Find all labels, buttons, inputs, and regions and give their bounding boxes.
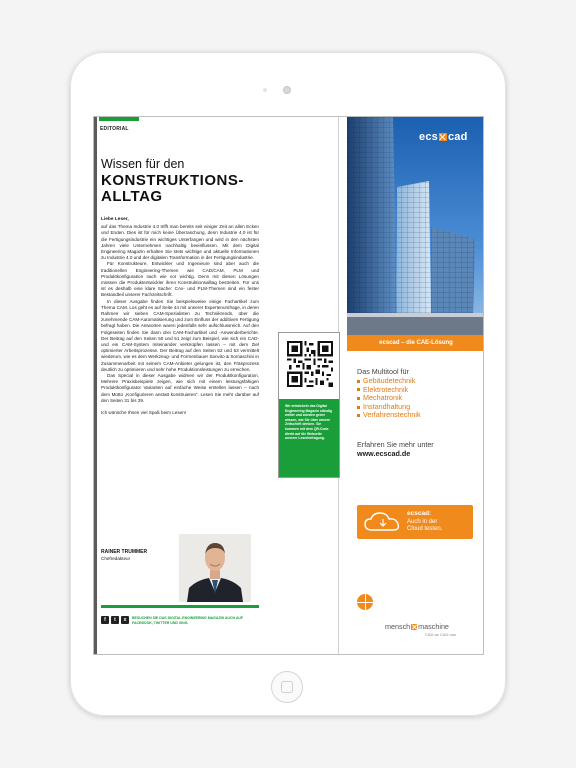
camera-icon <box>283 86 291 94</box>
author-role: Chefredakteur <box>101 556 131 561</box>
greeting: Liebe Leser, <box>101 217 129 222</box>
ad-intro: Das Multitool für <box>357 367 409 376</box>
more-info-text: Erfahren Sie mehr unter <box>357 440 434 449</box>
cloud-line: Cloud testen. <box>407 525 443 532</box>
survey-text: Wir entwickeln das Digital Engineering Magazin ständig weiter und würden gerne wissen, wie Sie über unsere Zeitschrift denken. Sie kommen mit dem QR-Code direkt auf die Webseite unserer Leserbefragung. <box>279 399 339 477</box>
social-callout: BESUCHEN SIE DAS DIGITAL ENGINEERING MAGAZIN AUCH AUF FACEBOOK, TWITTER UND XING. <box>132 616 244 625</box>
magazine-spread[interactable] <box>93 116 484 655</box>
reader-survey-panel <box>278 332 340 478</box>
list-item <box>357 411 421 420</box>
home-button[interactable] <box>271 671 303 703</box>
feature-label: Mechatronik <box>363 393 403 403</box>
qr-code[interactable] <box>287 341 333 387</box>
company-tagline: CAD as CAD can <box>425 632 456 637</box>
website-link[interactable]: www.ecscad.de <box>357 449 411 458</box>
twitter-icon[interactable]: t <box>111 616 119 624</box>
section-accent-bar <box>99 117 139 121</box>
sensor-dot <box>263 88 267 92</box>
social-links <box>101 616 129 624</box>
mensch-maschine-logo <box>385 622 449 631</box>
logo-cross-icon <box>439 133 447 141</box>
paragraph: In dieser Ausgabe finden Sie beispielsweise einige Fachartikel zum Thema CAM. Los geht es auf Seite 44 mit unserer Expertenumfrage, in deren Rahmen wir sieben CAM-Spezialisten zu Technikrends, über die zunehmende CAM-Automatisierung und zum Einfluss der additiven Fertigung befragt haben. Die Antworten waren jedenfalls sehr aufschlussreich. Auf den Folgeseiten finden Sie dann drei CAM-Fachartikel und -Anwenderberichte. Der Beitrag auf den Seiten 50 und 51 zeigt zum Beispiel, wie sich ein CAD- und ein CAM-System miteinander verknüpfen lassen – mit dem Ziel optimierter Arbeitsprozesse. Der Beitrag auf den Seiten 52 und 53 vermittelt wiederum, wie es dem Werkzeug- und Formenbauer Sanvito & Somaschini in Zusammenarbeit mit seinem CAM-Anbieter gelungen ist, den Fräsprozess deutlich zu optimieren und sehr hohe Produktionsleistungen zu erreichen. <box>101 298 259 372</box>
crosshair-emblem-icon <box>357 594 373 610</box>
bullet-icon <box>357 406 360 409</box>
logo-left-text: ecs <box>419 131 438 143</box>
cloud-title: ecscad: <box>407 510 432 517</box>
author-portrait <box>179 534 251 602</box>
feature-list <box>357 377 421 420</box>
feature-label: Gebäudetechnik <box>363 376 416 385</box>
closing-line: Ich wünsche Ihnen viel Spaß beim Lesen! <box>101 410 187 416</box>
paragraph: Für Konstrukteure, Entwickler und Ingenieure sind aber auch die traditionellen Engineering-Themen wie CAD/CAM, PLM und Produktkonfiguration nach wie vor wichtig. Denn mit diesen Lösungen müssen die Produktentwickler ihren Konstruktionsalltag bestreiten. Für uns ist es deshalb eine klare Sache: CAx- und PLM-Themen sind ein fester Bestandteil unserer Fachzeitschrift. <box>101 261 259 298</box>
bullet-icon <box>357 380 360 383</box>
paragraph: Das Special in dieser Ausgabe widmen wir der Produktkonfiguration. Mehrere Praxisbeispiele zeigen, wie sich mit einem leistungsfähigen Produktkonfigurator Varianten auf einfache Weise erstellen lassen – nach dem Motto „Konfigurieren anstatt konstruieren“. Lesen Sie mehr darüber auf den Seiten 31 bis 39. <box>101 373 259 403</box>
ecscad-advertisement[interactable] <box>347 117 484 655</box>
company-right-text: maschine <box>418 622 449 631</box>
feature-label: Instandhaltung <box>363 401 411 411</box>
bullet-icon <box>357 388 360 391</box>
logo-right-text: cad <box>447 131 468 143</box>
cloud-icon <box>363 510 403 534</box>
section-label: EDITORIAL <box>100 126 129 132</box>
tablet-frame <box>70 52 506 716</box>
cloud-trial-button[interactable] <box>357 505 473 539</box>
bullet-icon <box>357 397 360 400</box>
cloud-line: Auch in der <box>407 519 438 525</box>
cloud-subtitle <box>407 519 442 533</box>
bullet-icon <box>357 414 360 417</box>
headline-main: KONSTRUKTIONS-ALLTAG <box>101 172 244 205</box>
ad-banner: ecscad – die CAE-Lösung <box>347 335 484 351</box>
feature-label: Elektrotechnik <box>363 384 409 394</box>
facebook-icon[interactable]: f <box>101 616 109 624</box>
headline-top: Wissen für den <box>101 157 185 171</box>
company-left-text: mensch <box>385 622 411 631</box>
home-icon <box>281 681 293 693</box>
company-cross-icon <box>411 624 417 630</box>
footer-accent-line <box>101 605 259 608</box>
page-rule <box>94 117 97 655</box>
xing-icon[interactable]: x <box>121 616 129 624</box>
ecscad-logo <box>419 131 468 143</box>
feature-label: Verfahrenstechnik <box>363 410 421 420</box>
editorial-body <box>101 217 259 416</box>
paragraph: auf das Thema Industrie 4.0 trifft man bereits seit einiger Zeit an allen Ecken und Enden. Dies ist für mich keine Überraschung, denn Industrie 4.0 ist für die Fertigungsindustrie ein wichtiges Unterfangen und wird in den nächsten Jahren viele Unternehmen nachhaltig beeinflussen. Mit dem Digital Engineering Magazin erhalten Sie stets wichtige und aktuelle Informationen zu Industrie 4.0 und der digitalen Transformation in der Fertigungsindustrie. <box>101 224 259 261</box>
author-name: RAINER TRUMMER <box>101 549 148 555</box>
building-photo <box>347 117 484 335</box>
